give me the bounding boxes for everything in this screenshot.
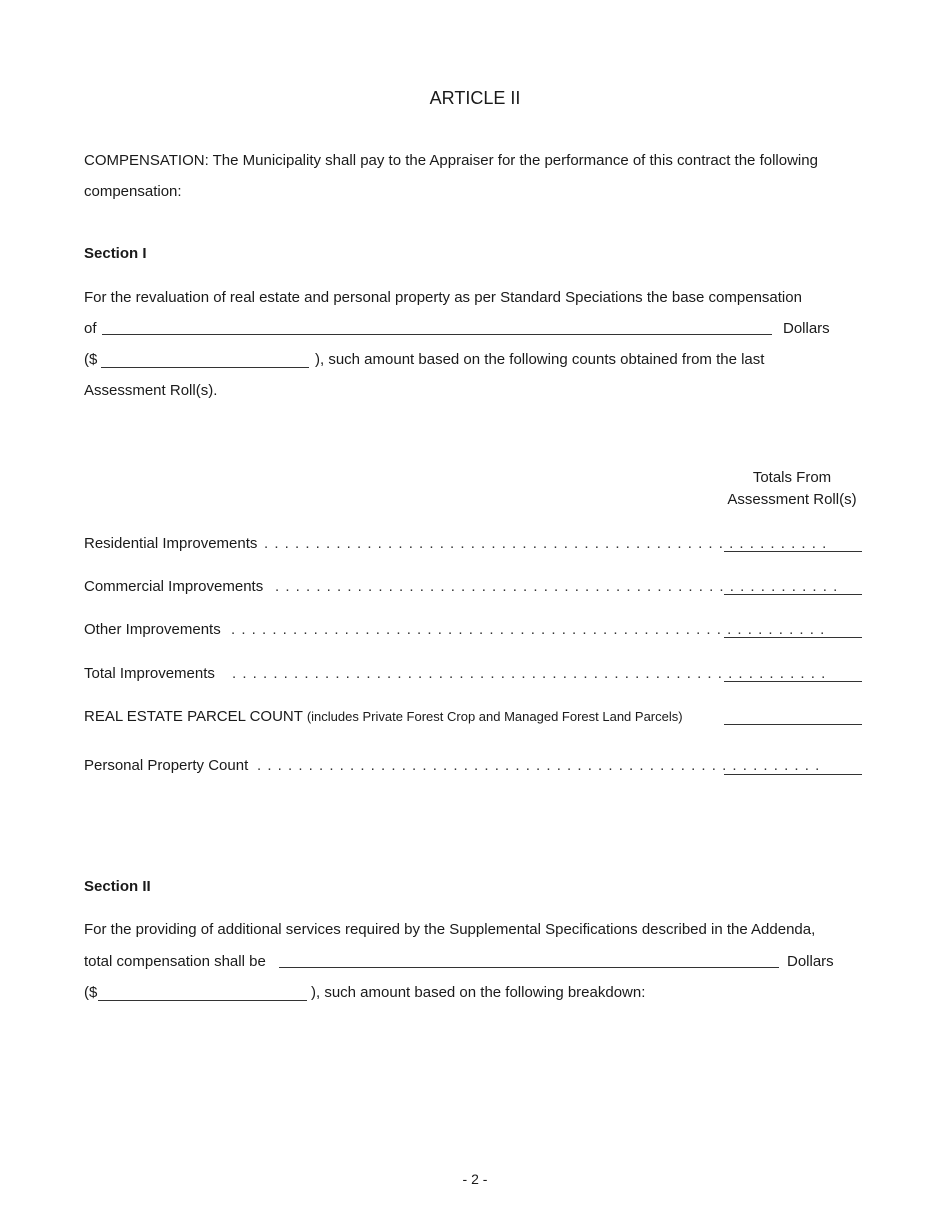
- dot-leader: . . . . . . . . . . . . . . . . . . . . . . . . . . . . . . . . . . . . . . . . . . . . . . . . . . . . . . . . . .: [232, 665, 827, 682]
- section-2-line-2-label: total compensation shall be: [84, 953, 266, 970]
- compensation-line-2: compensation:: [84, 183, 182, 200]
- personal-property-blank[interactable]: [724, 774, 862, 775]
- base-compensation-amount-blank[interactable]: [101, 351, 309, 368]
- table-row-parcel-count: [84, 708, 683, 725]
- dot-leader: . . . . . . . . . . . . . . . . . . . . . . . . . . . . . . . . . . . . . . . . . . . . . . . . . . . . . . .: [257, 757, 821, 774]
- row-label: REAL ESTATE PARCEL COUNT: [84, 708, 303, 725]
- additional-compensation-amount-blank[interactable]: [98, 984, 307, 1001]
- section-2-line-3-rest: ), such amount based on the following breakdown:: [311, 984, 646, 1001]
- section-1-dollars-label: Dollars: [783, 320, 830, 337]
- table-row-residential: [84, 535, 257, 552]
- section-2-heading: Section II: [84, 878, 151, 895]
- section-1-line-3-rest: ), such amount based on the following counts obtained from the last: [315, 351, 765, 368]
- compensation-line-1: COMPENSATION: The Municipality shall pay to the Appraiser for the performance of this contract the following: [84, 152, 818, 169]
- base-compensation-words-blank[interactable]: [102, 318, 772, 335]
- section-2-paren-open: ($: [84, 984, 98, 1001]
- dot-leader: . . . . . . . . . . . . . . . . . . . . . . . . . . . . . . . . . . . . . . . . . . . . . . . . . . . . . . .: [264, 535, 828, 552]
- row-label: Total Improvements: [84, 665, 215, 682]
- section-1-line-4: Assessment Roll(s).: [84, 382, 218, 399]
- section-2-line-1: For the providing of additional services required by the Supplemental Specifications described in the Addenda,: [84, 921, 816, 938]
- row-label: Commercial Improvements: [84, 578, 264, 595]
- residential-total-blank[interactable]: [724, 551, 862, 552]
- article-title: ARTICLE II: [429, 88, 521, 108]
- table-row-commercial: [84, 578, 263, 595]
- row-label: Personal Property Count: [84, 757, 249, 774]
- totals-column-header-line-2: Assessment Roll(s): [727, 491, 857, 508]
- other-total-blank[interactable]: [724, 637, 862, 638]
- table-row-total: [84, 665, 215, 682]
- page-number: - 2 -: [462, 1171, 488, 1187]
- total-improvements-blank[interactable]: [724, 681, 862, 682]
- dot-leader: . . . . . . . . . . . . . . . . . . . . . . . . . . . . . . . . . . . . . . . . . . . . . . . . . . . . . . . . . .: [231, 621, 826, 638]
- additional-compensation-words-blank[interactable]: [279, 951, 779, 968]
- row-label: Other Improvements: [84, 621, 221, 638]
- dot-leader: . . . . . . . . . . . . . . . . . . . . . . . . . . . . . . . . . . . . . . . . . . . . . . . . . . . . . . .: [275, 578, 839, 595]
- table-row-personal-property: [84, 757, 248, 774]
- totals-column-header-line-1: Totals From: [752, 469, 832, 486]
- section-2-dollars-label: Dollars: [787, 953, 834, 970]
- parcel-count-blank[interactable]: [724, 724, 862, 725]
- row-label: Residential Improvements: [84, 535, 258, 552]
- commercial-total-blank[interactable]: [724, 594, 862, 595]
- row-note: (includes Private Forest Crop and Managed Forest Land Parcels): [306, 709, 683, 724]
- section-1-line-1: For the revaluation of real estate and personal property as per Standard Speciations the base compensation: [84, 289, 802, 306]
- section-1-of-label: of: [84, 320, 97, 337]
- section-1-paren-open: ($: [84, 351, 98, 368]
- section-1-heading: Section I: [84, 245, 147, 262]
- totals-column-header: [716, 467, 868, 511]
- table-row-other: [84, 621, 221, 638]
